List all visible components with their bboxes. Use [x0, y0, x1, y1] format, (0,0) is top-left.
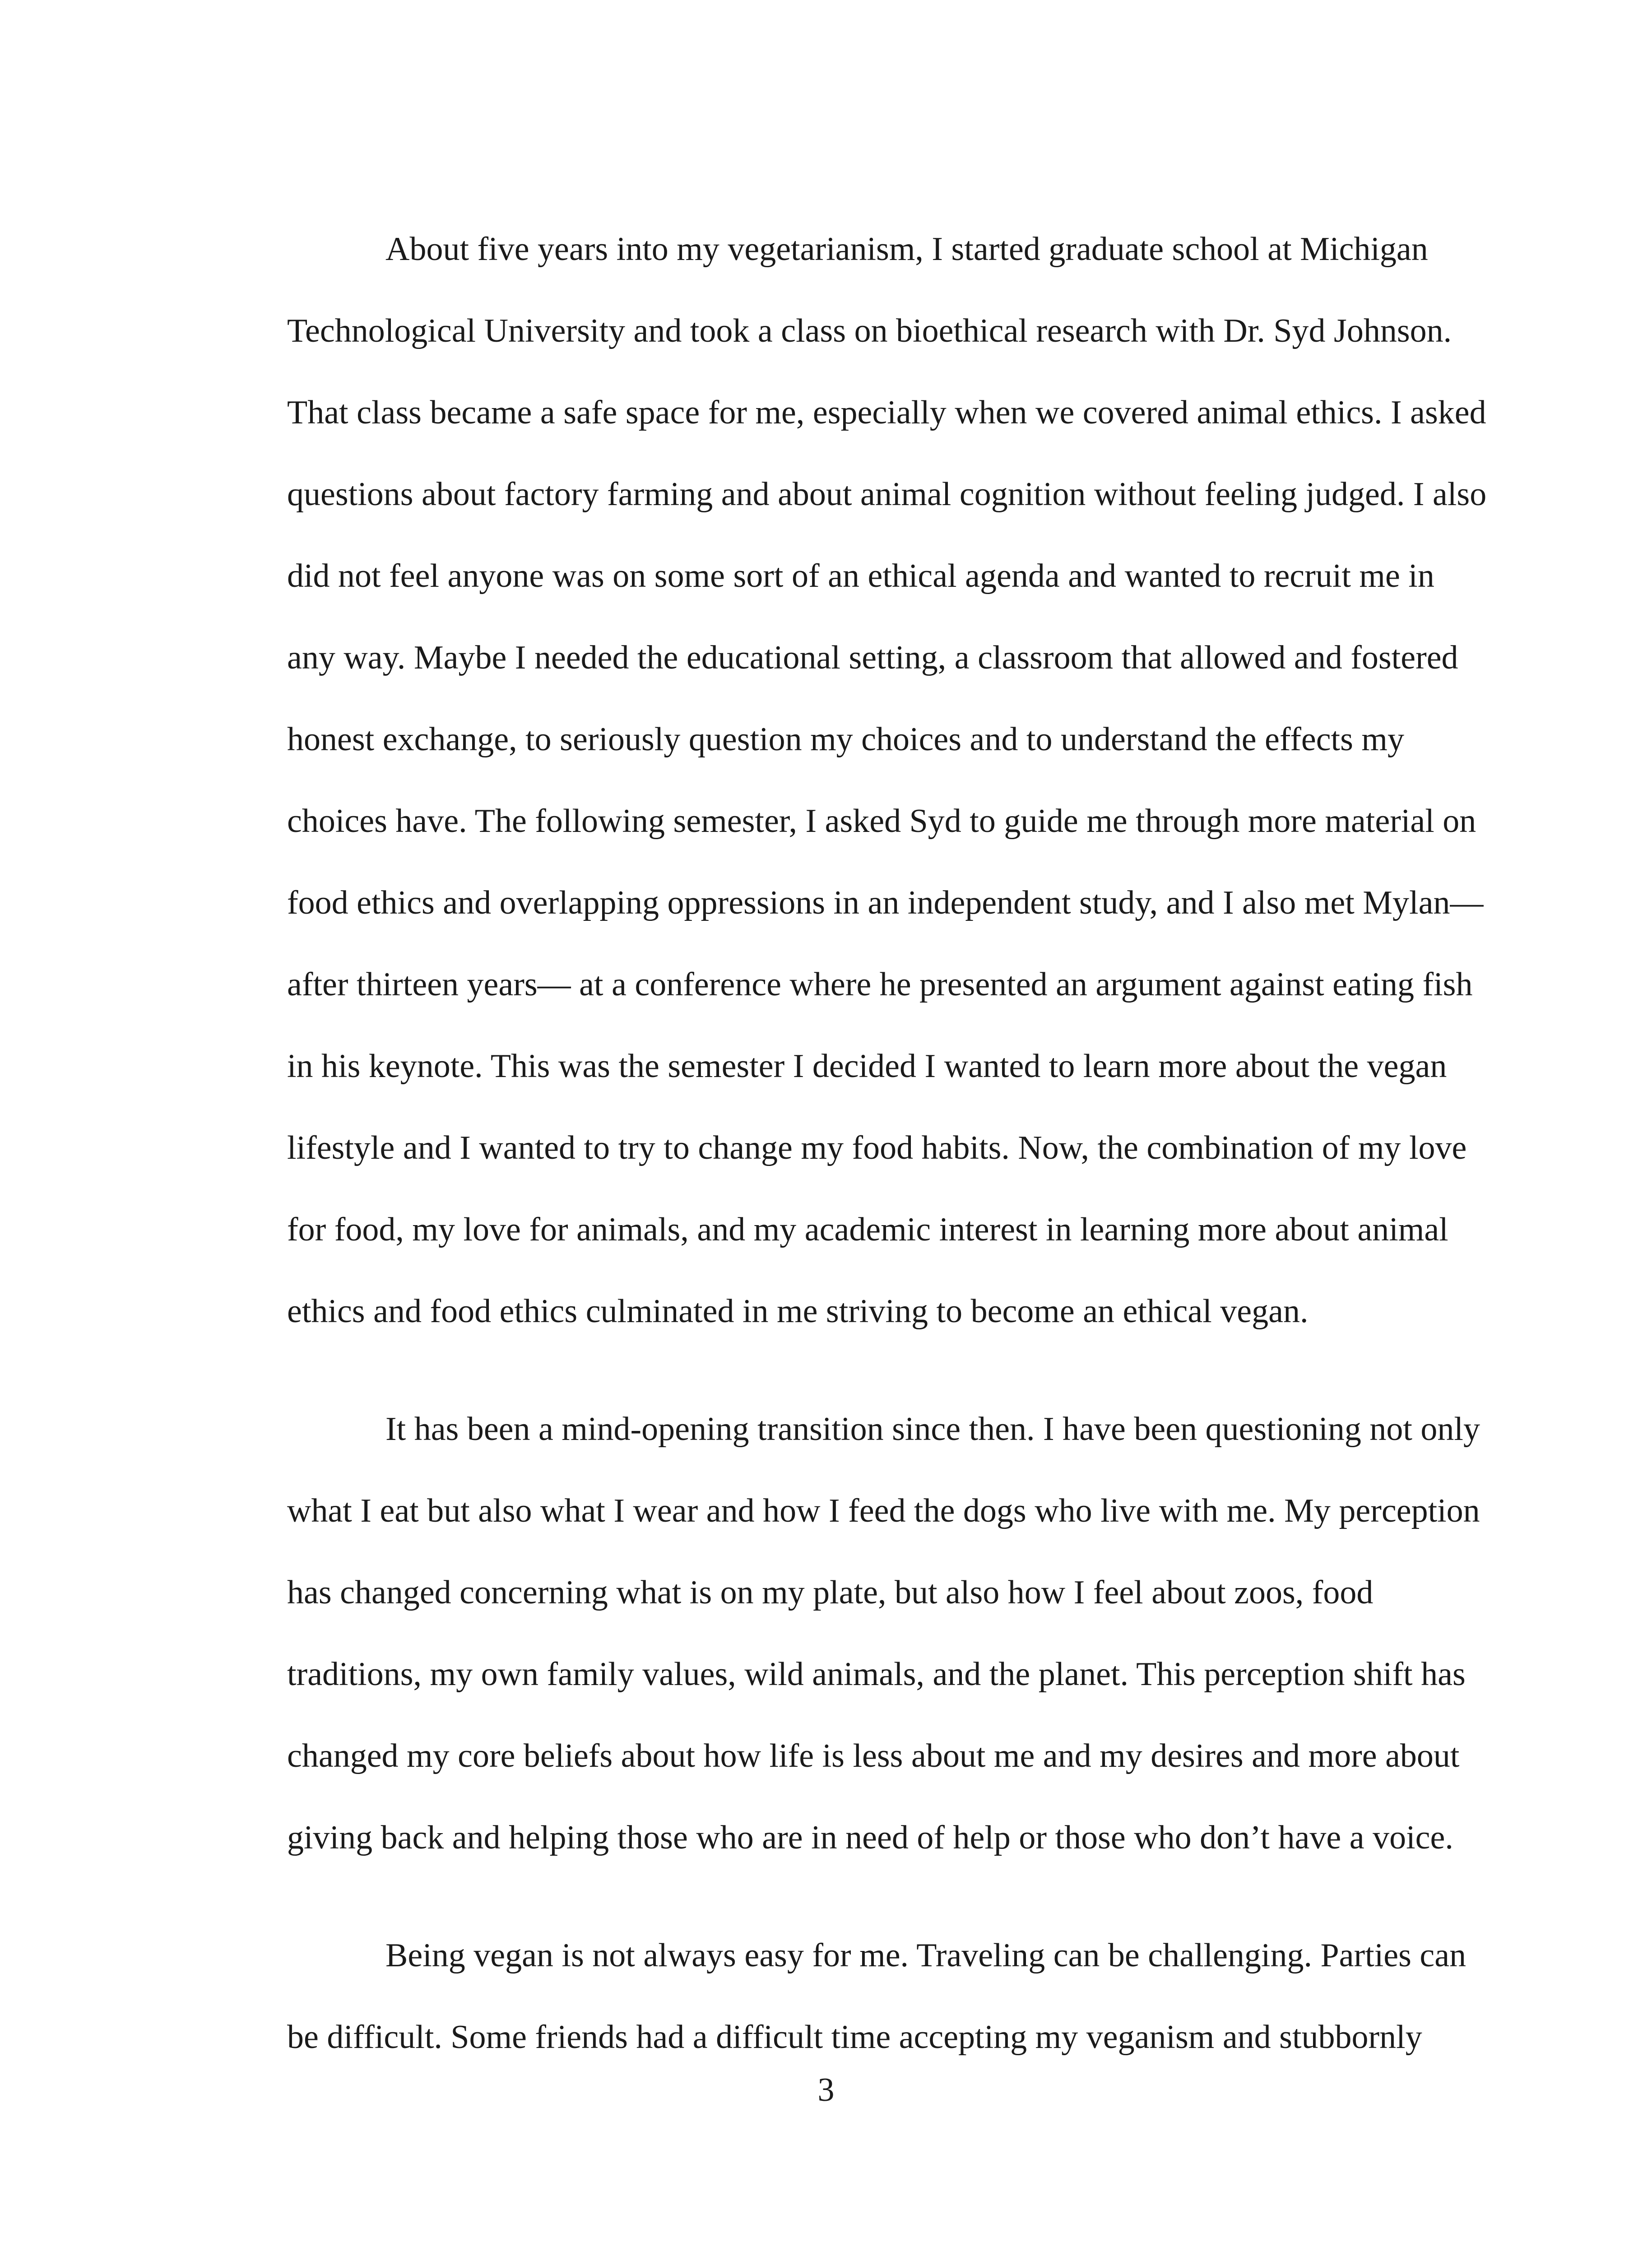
text-line: has changed concerning what is on my plate, but also how I feel about zoos, food: [287, 1574, 1374, 1611]
text-line: lifestyle and I wanted to try to change my food habits. Now, the combination of my love: [287, 1129, 1467, 1166]
paragraph-spacing: [287, 1352, 1470, 1389]
text-line: did not feel anyone was on some sort of an ethical agenda and wanted to recruit me in: [287, 557, 1434, 594]
text-line: be difficult. Some friends had a difficult time accepting my veganism and stubbornly: [287, 2019, 1422, 2056]
text-line: giving back and helping those who are in need of help or those who don’t have a voice.: [287, 1819, 1453, 1856]
text-line: changed my core beliefs about how life is less about me and my desires and more about: [287, 1737, 1460, 1774]
paragraph-spacing: [287, 1879, 1470, 1915]
page-number: 3: [817, 2071, 835, 2108]
text-line: choices have. The following semester, I asked Syd to guide me through more material on: [287, 803, 1476, 840]
text-line: It has been a mind-opening transition since then. I have been questioning not only: [385, 1411, 1480, 1448]
text-line: Technological University and took a class on bioethical research with Dr. Syd Johnson.: [287, 312, 1452, 349]
text-line: any way. Maybe I needed the educational setting, a classroom that allowed and fostered: [287, 639, 1458, 676]
text-line: in his keynote. This was the semester I decided I wanted to learn more about the vegan: [287, 1048, 1447, 1085]
text-line: traditions, my own family values, wild animals, and the planet. This perception shift has: [287, 1656, 1466, 1693]
text-line: after thirteen years— at a conference where he presented an argument against eating fish: [287, 966, 1473, 1003]
text-line: That class became a safe space for me, especially when we covered animal ethics. I asked: [287, 394, 1486, 431]
text-line: honest exchange, to seriously question my choices and to understand the effects my: [287, 721, 1404, 758]
text-line: Being vegan is not always easy for me. Traveling can be challenging. Parties can: [385, 1937, 1466, 1974]
paragraph-1: [287, 209, 1487, 1352]
text-line: food ethics and overlapping oppressions in an independent study, and I also met Mylan—: [287, 884, 1484, 921]
paragraph-3: [287, 1915, 1470, 2078]
text-line: what I eat but also what I wear and how I feed the dogs who live with me. My perception: [287, 1492, 1480, 1529]
text-line: for food, my love for animals, and my academic interest in learning more about animal: [287, 1211, 1448, 1248]
text-line: About five years into my vegetarianism, I started graduate school at Michigan: [385, 231, 1428, 268]
text-line: questions about factory farming and about animal cognition without feeling judged. I also: [287, 476, 1487, 513]
paragraph-2: [287, 1389, 1480, 1879]
body-text: [287, 209, 1487, 2078]
text-line: ethics and food ethics culminated in me striving to become an ethical vegan.: [287, 1293, 1309, 1330]
